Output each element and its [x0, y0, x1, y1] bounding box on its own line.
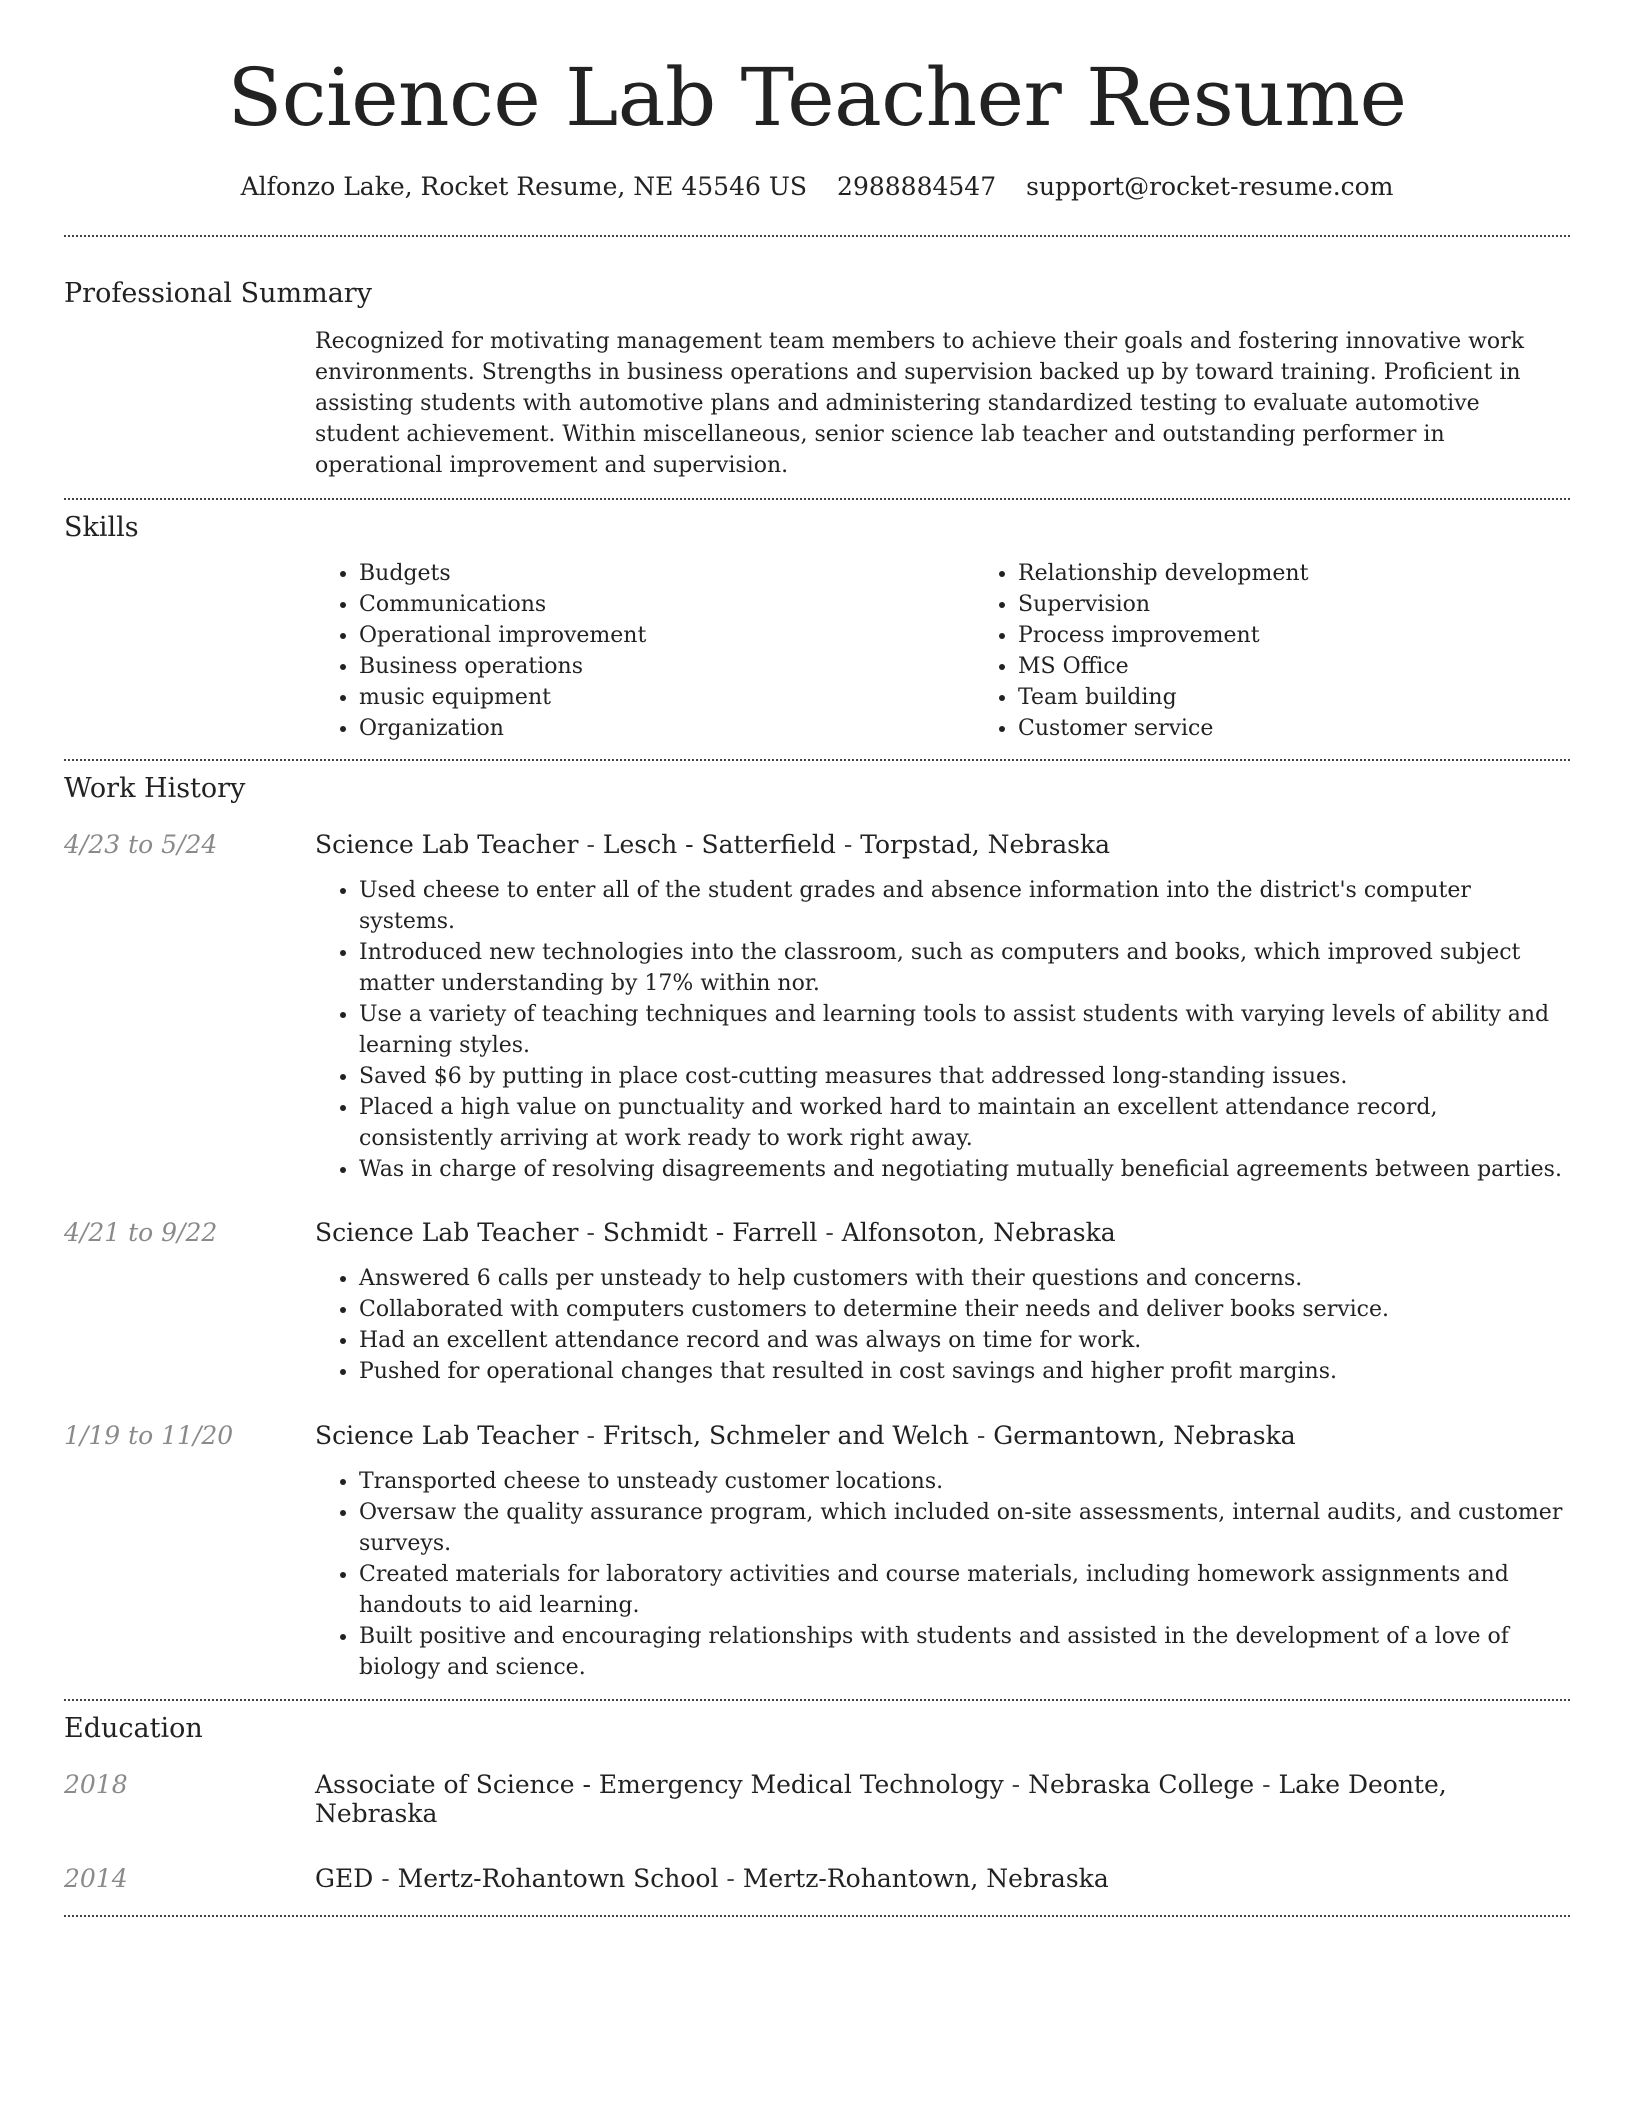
skill-item: • Operational improvement [359, 620, 974, 651]
skills-list-left [315, 558, 974, 744]
contact-line [64, 172, 1570, 201]
summary-section [64, 278, 1570, 481]
job-company: Lesch - Satterfield [602, 830, 836, 859]
job-entry [64, 830, 1570, 1185]
skill-item: • Supervision [1018, 589, 1570, 620]
job-company: Fritsch, Schmeler and Welch [602, 1421, 969, 1450]
job-duty: • Oversaw the quality assurance program, which included on-site assessments, internal audits, and customer surveys. [359, 1497, 1570, 1559]
education-school: Mertz-Rohantown School [397, 1864, 719, 1893]
job-duty: • Was in charge of resolving disagreements and negotiating mutually beneficial agreements between parties. [359, 1154, 1570, 1185]
job-duty: • Had an excellent attendance record and was always on time for work. [359, 1325, 1570, 1356]
job-duty: • Created materials for laboratory activities and course materials, including homework assignments and handouts to aid learning. [359, 1559, 1570, 1621]
work-history-section [64, 773, 1570, 1683]
resume-title: Science Lab Teacher Resume [227, 51, 1407, 144]
skills-heading: Skills [64, 512, 139, 543]
skill-item: • Communications [359, 589, 974, 620]
job-duty: • Pushed for operational changes that resulted in cost savings and higher profit margins. [359, 1356, 1570, 1387]
skill-item: • MS Office [1018, 651, 1570, 682]
education-year: 2014 [64, 1864, 128, 1893]
job-duty: • Use a variety of teaching techniques and learning tools to assist students with varying levels of ability and learning styles. [359, 999, 1570, 1061]
education-line: GED - Mertz-Rohantown School - Mertz-Rohantown, Nebraska [315, 1864, 1109, 1893]
job-title-line: Science Lab Teacher - Schmidt - Farrell - Alfonsoton, Nebraska [315, 1218, 1116, 1247]
skills-section [64, 512, 1570, 744]
summary-heading: Professional Summary [64, 278, 372, 309]
job-duty: • Introduced new technologies into the classroom, such as computers and books, which improved subject matter understanding by 17% within nor. [359, 937, 1570, 999]
education-entry [64, 1770, 1570, 1828]
job-duty: • Built positive and encouraging relationships with students and assisted in the development of a love of biology and science. [359, 1621, 1570, 1683]
divider [64, 759, 1570, 761]
work-history-heading: Work History [64, 773, 246, 804]
education-entry [64, 1864, 1570, 1893]
job-location: Alfonsoton, Nebraska [841, 1218, 1116, 1247]
education-heading: Education [64, 1713, 203, 1744]
education-location: Lake Deonte, Nebraska [315, 1770, 1447, 1828]
contact-email: support@rocket-resume.com [1026, 172, 1394, 201]
skill-item: • Process improvement [1018, 620, 1570, 651]
job-title-line: Science Lab Teacher - Lesch - Satterfield - Torpstad, Nebraska [315, 830, 1111, 859]
education-year: 2018 [64, 1770, 128, 1799]
contact-phone: 2988884547 [837, 172, 997, 201]
divider [64, 235, 1570, 237]
skill-item: • Business operations [359, 651, 974, 682]
job-entry [64, 1218, 1570, 1387]
education-section [64, 1713, 1570, 1893]
job-title: Science Lab Teacher [315, 830, 579, 859]
job-duty: • Transported cheese to unsteady customer locations. [359, 1466, 1570, 1497]
education-location: Mertz-Rohantown, Nebraska [742, 1864, 1109, 1893]
job-dates: 4/21 to 9/22 [64, 1218, 218, 1247]
divider [64, 1915, 1570, 1917]
job-duties [315, 1263, 1570, 1387]
job-duty: • Saved $6 by putting in place cost-cutting measures that addressed long-standing issues. [359, 1061, 1570, 1092]
job-duty: • Used cheese to enter all of the student grades and absence information into the district's computer systems. [359, 875, 1570, 937]
skill-item: • Relationship development [1018, 558, 1570, 589]
education-line: Associate of Science - Emergency Medical Technology - Nebraska College - Lake Deonte, Nebraska [315, 1770, 1447, 1828]
job-title: Science Lab Teacher [315, 1421, 579, 1450]
job-duty: • Placed a high value on punctuality and worked hard to maintain an excellent attendance record, consistently arriving at work ready to work right away. [359, 1092, 1570, 1154]
job-company: Schmidt - Farrell [602, 1218, 818, 1247]
job-title-line: Science Lab Teacher - Fritsch, Schmeler and Welch - Germantown, Nebraska [315, 1421, 1296, 1450]
skill-item: • music equipment [359, 682, 974, 713]
job-entry [64, 1421, 1570, 1683]
skill-item: • Organization [359, 713, 974, 744]
skill-item: • Team building [1018, 682, 1570, 713]
job-title: Science Lab Teacher [315, 1218, 579, 1247]
education-degree: Associate of Science - Emergency Medical Technology [315, 1770, 1004, 1799]
contact-address: Alfonzo Lake, Rocket Resume, NE 45546 US [240, 172, 808, 201]
education-school: Nebraska College [1028, 1770, 1255, 1799]
skill-item: • Budgets [359, 558, 974, 589]
job-dates: 1/19 to 11/20 [64, 1421, 234, 1450]
job-duties [315, 1466, 1570, 1683]
summary-text: Recognized for motivating management team members to achieve their goals and fostering innovative work environments. Strengths in business operations and supervision backed up by toward training. Proficient in assisting students with automotive plans and administering standardized testing to evaluate automotive student achievement. Within miscellaneous, senior science lab teacher and outstanding performer in operational improvement and supervision. [315, 329, 1525, 478]
job-dates: 4/23 to 5/24 [64, 830, 218, 859]
job-location: Torpstad, Nebraska [860, 830, 1111, 859]
skill-item: • Customer service [1018, 713, 1570, 744]
job-location: Germantown, Nebraska [993, 1421, 1296, 1450]
job-duty: • Collaborated with computers customers to determine their needs and deliver books service. [359, 1294, 1570, 1325]
skills-list-right [974, 558, 1570, 744]
job-duty: • Answered 6 calls per unsteady to help customers with their questions and concerns. [359, 1263, 1570, 1294]
education-degree: GED [315, 1864, 374, 1893]
divider [64, 1699, 1570, 1701]
job-duties [315, 875, 1570, 1185]
divider [64, 498, 1570, 500]
